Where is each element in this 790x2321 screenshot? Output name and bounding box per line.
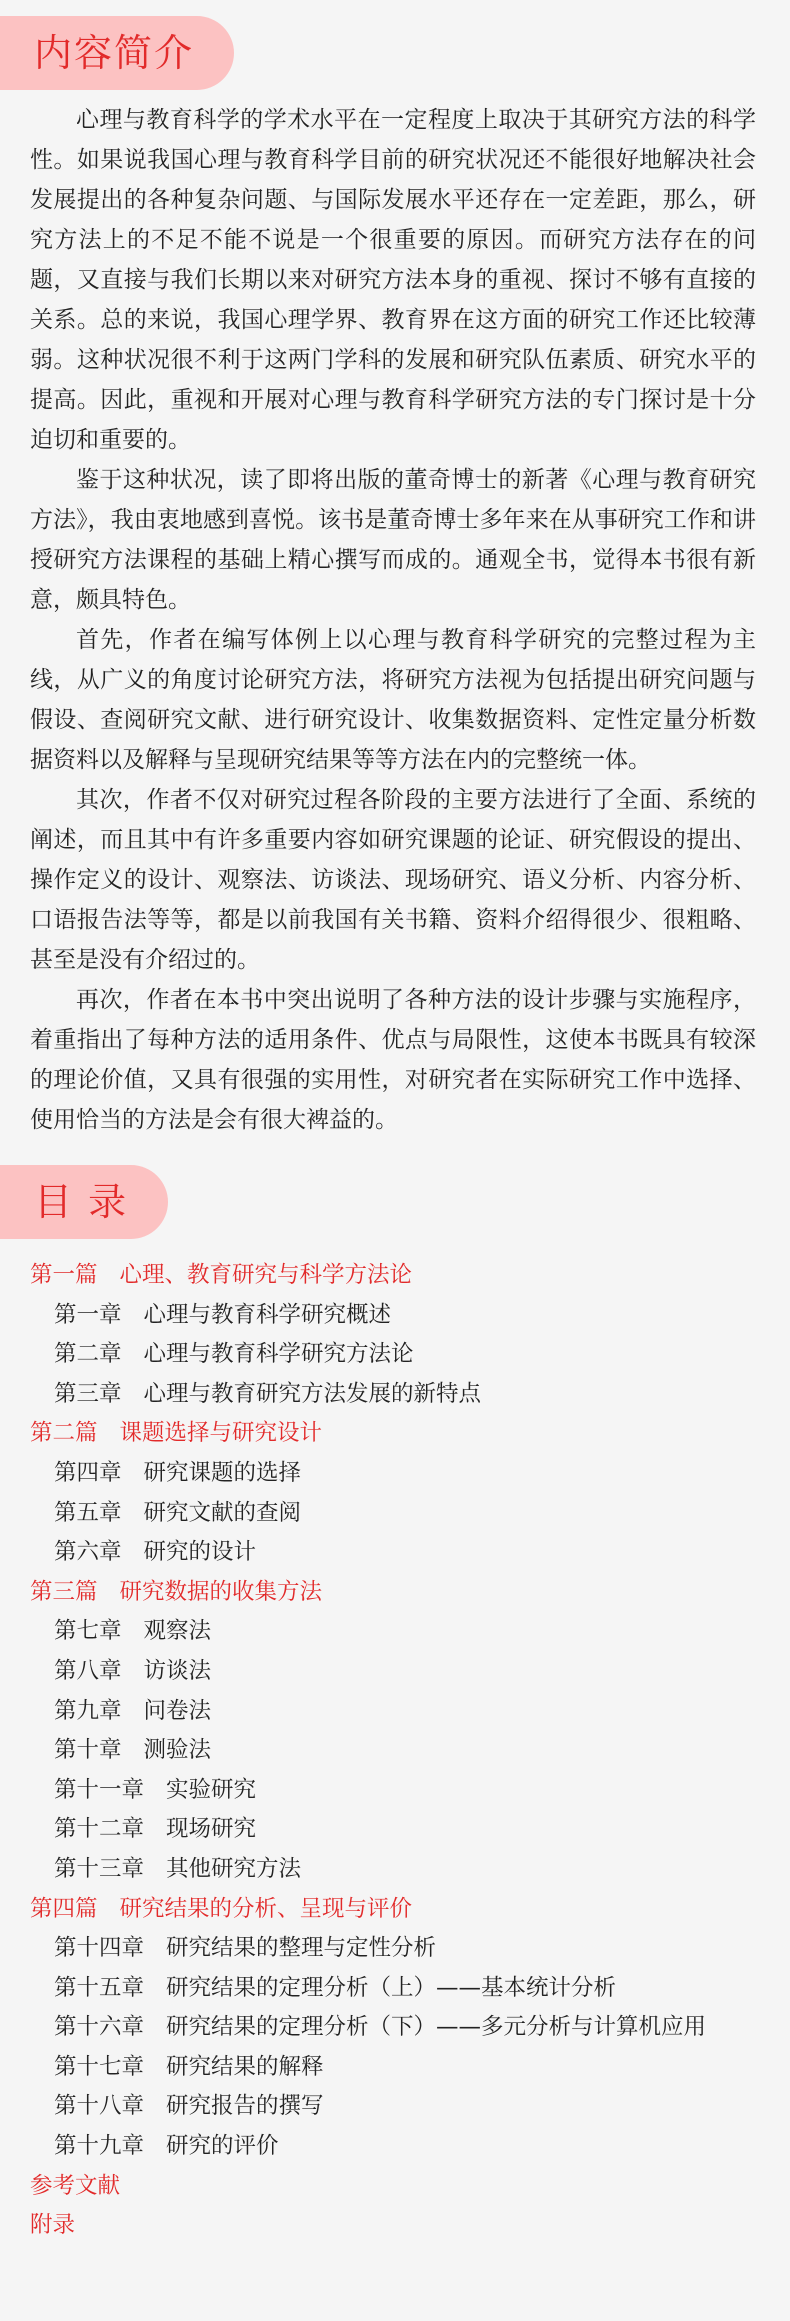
toc-item-title: 心理与教育科学研究方法论 — [143, 1341, 414, 1368]
toc-item-title: 参考文献 — [30, 2172, 121, 2199]
toc-chapter-item — [30, 1533, 770, 1573]
toc-item-title: 实验研究 — [166, 1776, 257, 1803]
toc-item-title: 研究的评价 — [166, 2133, 279, 2160]
intro-paragraph: 鉴于这种状况，读了即将出版的董奇博士的新著《心理与教育研究方法》，我由衷地感到喜悦。该书是董奇博士多年来在从事研究工作和讲授研究方法课程的基础上精心撰写而成的。通观全书，觉得本书很有新意，颇具特色。 — [30, 467, 756, 613]
toc-chapter-item — [30, 2087, 770, 2127]
toc-item-number: 第十二章 — [54, 1816, 145, 1843]
toc-chapter-item — [30, 1335, 770, 1375]
toc-chapter-item — [30, 1771, 770, 1811]
toc-chapter-item — [30, 2008, 770, 2048]
toc-item-title: 问卷法 — [143, 1697, 212, 1724]
toc-item-number: 第九章 — [54, 1697, 122, 1724]
intro-paragraph: 首先，作者在编写体例上以心理与教育科学研究的完整过程为主线，从广义的角度讨论研究方法，将研究方法视为包括提出研究问题与假设、查阅研究文献、进行研究设计、收集数据资料、定性定量分析数据资料以及解释与呈现研究结果等等方法在内的完整统一体。 — [30, 627, 756, 773]
toc-item-number: 第十三章 — [54, 1855, 145, 1882]
toc-item-title: 附录 — [30, 2212, 76, 2239]
toc-chapter-item — [30, 1612, 770, 1652]
intro-paragraph: 其次，作者不仅对研究过程各阶段的主要方法进行了全面、系统的阐述，而且其中有许多重要内容如研究课题的论证、研究假设的提出、操作定义的设计、观察法、访谈法、现场研究、语义分析、内容分析、口语报告法等等，都是以前我国有关书籍、资料介绍得很少、很粗略、甚至是没有介绍过的。 — [30, 787, 756, 973]
toc-chapter-item — [30, 1296, 770, 1336]
toc-chapter-item — [30, 1494, 770, 1534]
toc-item-number: 第四篇 — [30, 1895, 98, 1922]
toc-item-title: 课题选择与研究设计 — [119, 1420, 323, 1447]
toc-item-number: 第十九章 — [54, 2133, 145, 2160]
toc-item-number: 第十章 — [54, 1737, 122, 1764]
toc-item-number: 第十六章 — [54, 2014, 145, 2041]
toc-part-item — [30, 2167, 770, 2207]
toc-part-item — [30, 1573, 770, 1613]
toc-item-number: 第一篇 — [30, 1262, 98, 1288]
toc-item-number: 第十八章 — [54, 2093, 145, 2120]
toc-part-item — [30, 1256, 770, 1296]
toc-chapter-item — [30, 2127, 770, 2167]
toc-item-number: 第一章 — [54, 1301, 122, 1328]
toc-item-title: 研究结果的定理分析（下）——多元分析与计算机应用 — [166, 2014, 707, 2041]
toc-chapter-item — [30, 1652, 770, 1692]
toc-item-number: 第二篇 — [30, 1420, 98, 1447]
toc-item-title: 测验法 — [143, 1737, 212, 1764]
toc-item-number: 第六章 — [54, 1539, 122, 1566]
toc-part-item — [30, 2206, 770, 2246]
toc-heading: 目 录 — [0, 1165, 168, 1239]
toc-item-title: 研究结果的分析、呈现与评价 — [119, 1895, 413, 1922]
intro-paragraph: 心理与教育科学的学术水平在一定程度上取决于其研究方法的科学性。如果说我国心理与教育科学目前的研究状况还不能很好地解决社会发展提出的各种复杂问题、与国际发展水平还存在一定差距，那么，研究方法上的不足不能不说是一个很重要的原因。而研究方法存在的问题，又直接与我们长期以来对研究方法本身的重视、探讨不够有直接的关系。总的来说，我国心理学界、教育界在这方面的研究工作还比较薄弱。这种状况很不利于这两门学科的发展和研究队伍素质、研究水平的提高。因此，重视和开展对心理与教育科学研究方法的专门探讨是十分迫切和重要的。 — [30, 107, 756, 453]
toc-item-number: 第四章 — [54, 1459, 122, 1486]
toc-chapter-item — [30, 1929, 770, 1969]
toc-item-title: 其他研究方法 — [166, 1855, 302, 1882]
intro-text — [30, 100, 756, 1140]
toc-item-number: 第三篇 — [30, 1578, 98, 1605]
toc-part-item — [30, 1414, 770, 1454]
toc-chapter-item — [30, 1850, 770, 1890]
toc-chapter-item — [30, 1969, 770, 2009]
toc-chapter-item — [30, 2048, 770, 2088]
toc-item-number: 第五章 — [54, 1499, 122, 1526]
toc-item-number: 第十五章 — [54, 1974, 145, 2001]
toc-chapter-item — [30, 1810, 770, 1850]
toc-item-title: 研究结果的定理分析（上）——基本统计分析 — [166, 1974, 617, 2001]
toc-chapter-item — [30, 1692, 770, 1732]
toc-item-title: 研究结果的整理与定性分析 — [166, 1935, 437, 1962]
toc-item-title: 研究结果的解释 — [166, 2053, 324, 2080]
toc-item-title: 研究报告的撰写 — [166, 2093, 324, 2120]
toc-item-title: 观察法 — [143, 1618, 212, 1645]
toc-chapter-item — [30, 1731, 770, 1771]
toc-item-number: 第十四章 — [54, 1935, 145, 1962]
toc-chapter-item — [30, 1454, 770, 1494]
toc-item-number: 第十七章 — [54, 2053, 145, 2080]
table-of-contents — [30, 1256, 770, 2246]
toc-item-number: 第二章 — [54, 1341, 122, 1368]
toc-item-title: 心理与教育研究方法发展的新特点 — [143, 1380, 482, 1407]
toc-item-title: 研究课题的选择 — [143, 1459, 302, 1486]
toc-item-number: 第七章 — [54, 1618, 122, 1645]
toc-chapter-item — [30, 1375, 770, 1415]
toc-part-item — [30, 1890, 770, 1930]
toc-item-title: 研究数据的收集方法 — [119, 1578, 323, 1605]
toc-item-title: 研究文献的查阅 — [143, 1499, 302, 1526]
intro-heading: 内容简介 — [0, 16, 234, 90]
toc-item-title: 心理与教育科学研究概述 — [143, 1301, 392, 1328]
toc-item-title: 访谈法 — [143, 1657, 212, 1684]
toc-item-title: 现场研究 — [166, 1816, 257, 1843]
toc-item-title: 研究的设计 — [143, 1539, 257, 1566]
intro-paragraph: 再次，作者在本书中突出说明了各种方法的设计步骤与实施程序，着重指出了每种方法的适用条件、优点与局限性，这使本书既具有较深的理论价值，又具有很强的实用性，对研究者在实际研究工作中选择、使用恰当的方法是会有很大裨益的。 — [30, 987, 756, 1133]
toc-item-number: 第八章 — [54, 1657, 122, 1684]
toc-item-number: 第十一章 — [54, 1776, 145, 1803]
toc-item-title: 心理、教育研究与科学方法论 — [119, 1262, 413, 1288]
toc-item-number: 第三章 — [54, 1380, 122, 1407]
